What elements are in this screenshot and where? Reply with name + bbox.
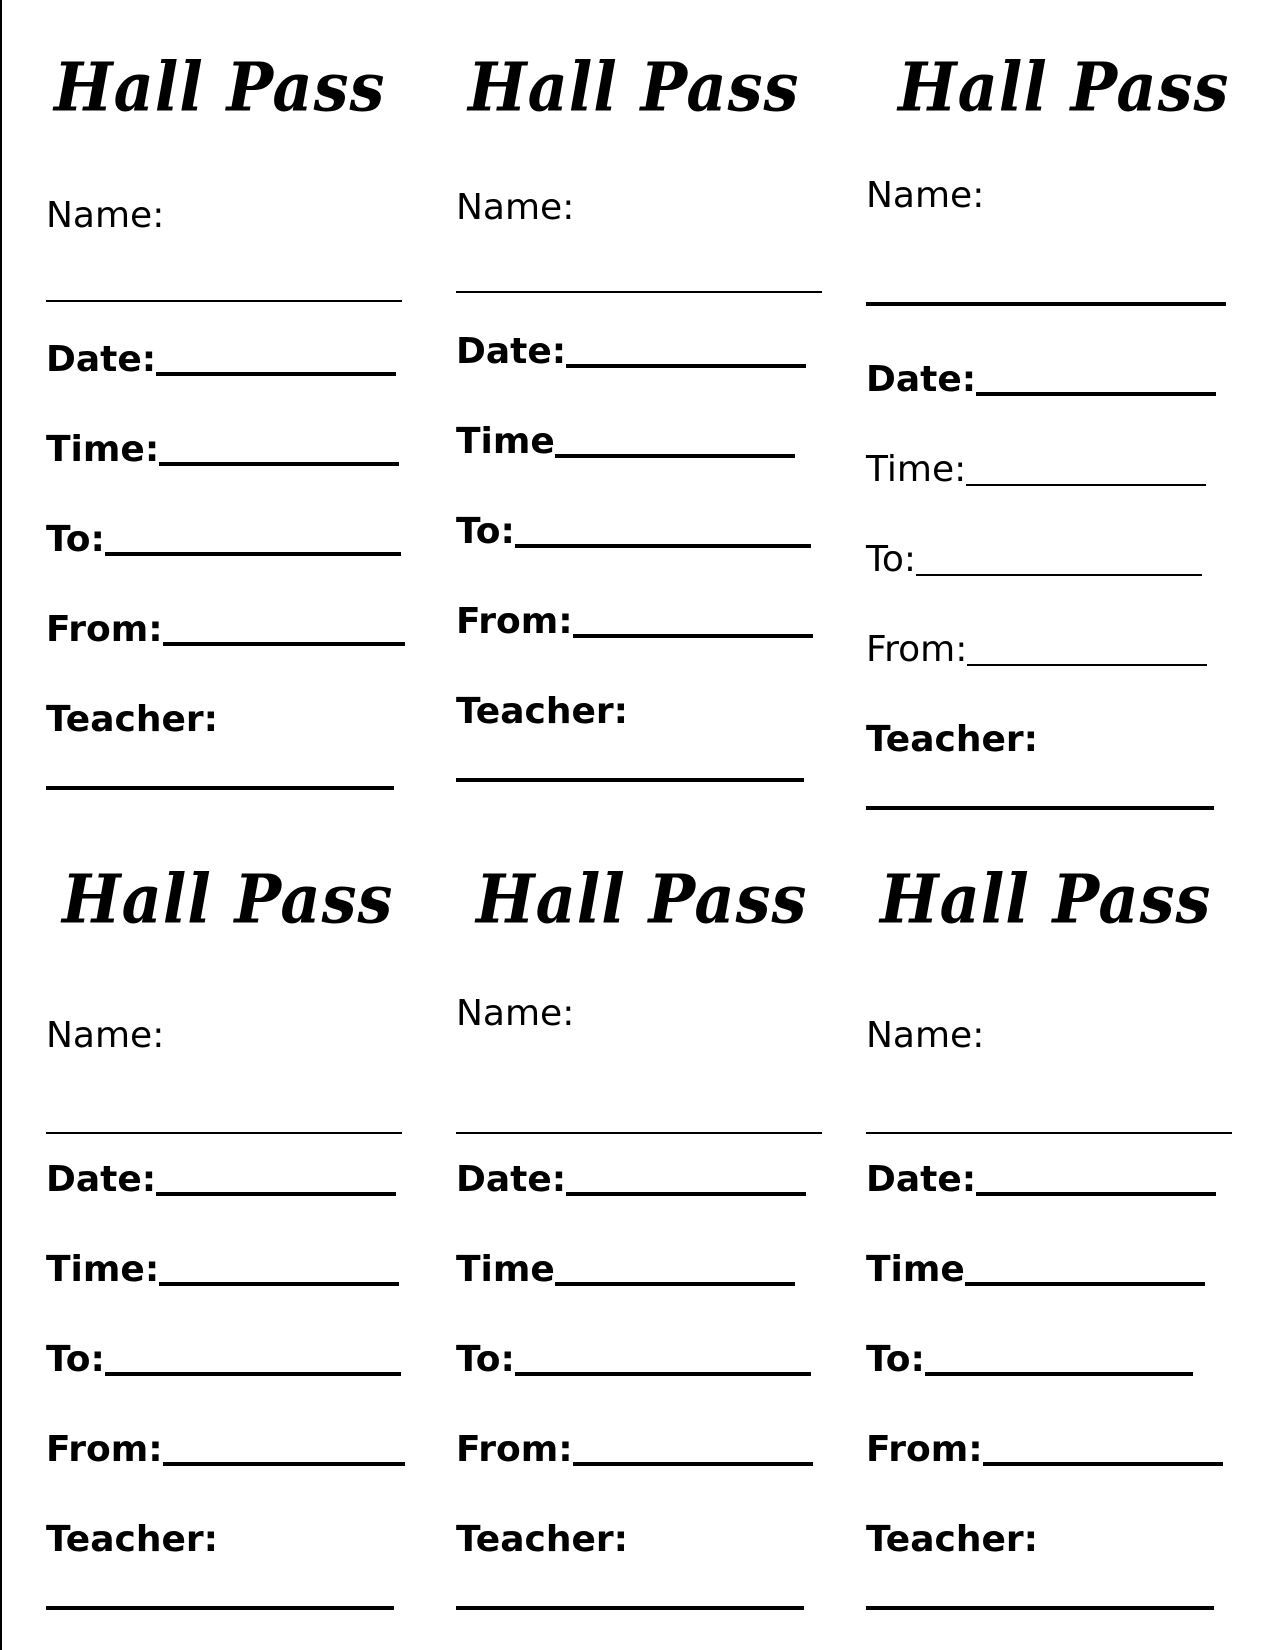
time-label: Time xyxy=(456,1249,555,1290)
time-field xyxy=(456,1250,795,1290)
to-line[interactable] xyxy=(105,1372,401,1376)
to-label: To: xyxy=(866,1339,925,1380)
date-field xyxy=(46,340,396,380)
from-field xyxy=(456,602,813,642)
from-line[interactable] xyxy=(573,1462,813,1466)
from-field xyxy=(456,1430,813,1470)
teacher-line[interactable] xyxy=(866,806,1214,810)
from-line[interactable] xyxy=(983,1462,1223,1466)
pass-title: Hall Pass xyxy=(476,860,808,939)
teacher-field xyxy=(46,700,218,740)
from-label: From: xyxy=(46,1429,163,1470)
to-label: To: xyxy=(456,511,515,552)
teacher-label: Teacher: xyxy=(866,719,1039,760)
name-field xyxy=(46,196,164,236)
from-field xyxy=(46,610,405,650)
date-line[interactable] xyxy=(156,1192,396,1196)
time-line[interactable] xyxy=(159,1282,399,1286)
date-field xyxy=(866,1160,1216,1200)
time-line[interactable] xyxy=(965,1282,1205,1286)
time-label: Time xyxy=(866,1249,965,1290)
hall-pass-card xyxy=(866,0,1246,790)
time-field xyxy=(866,450,1206,490)
from-label: From: xyxy=(46,609,163,650)
name-line[interactable] xyxy=(866,1132,1232,1134)
name-field xyxy=(456,994,574,1034)
to-label: To: xyxy=(46,1339,105,1380)
teacher-label: Teacher: xyxy=(46,1519,219,1560)
to-field xyxy=(46,1340,401,1380)
name-label: Name: xyxy=(456,187,575,228)
pass-title: Hall Pass xyxy=(468,48,800,127)
pass-title: Hall Pass xyxy=(62,860,394,939)
name-field xyxy=(866,1016,984,1056)
teacher-field xyxy=(456,1520,628,1560)
date-field xyxy=(866,360,1216,400)
from-line[interactable] xyxy=(163,1462,405,1466)
from-label: From: xyxy=(866,629,968,670)
time-line[interactable] xyxy=(555,454,795,458)
name-label: Name: xyxy=(866,175,985,216)
date-line[interactable] xyxy=(566,1192,806,1196)
date-label: Date: xyxy=(456,1159,567,1200)
teacher-field xyxy=(456,692,628,732)
time-field xyxy=(46,1250,399,1290)
time-line[interactable] xyxy=(966,484,1206,486)
teacher-label: Teacher: xyxy=(456,1519,629,1560)
teacher-field xyxy=(866,720,1038,760)
from-label: From: xyxy=(456,1429,573,1470)
to-label: To: xyxy=(866,539,917,580)
name-line[interactable] xyxy=(456,291,822,293)
time-field xyxy=(456,422,795,462)
to-label: To: xyxy=(46,519,105,560)
to-field xyxy=(456,1340,811,1380)
hall-pass-card xyxy=(456,0,836,790)
to-line[interactable] xyxy=(925,1372,1193,1376)
from-field xyxy=(866,1430,1223,1470)
date-label: Date: xyxy=(866,1159,977,1200)
from-line[interactable] xyxy=(163,642,405,646)
name-field xyxy=(456,188,574,228)
teacher-label: Teacher: xyxy=(46,699,219,740)
time-field xyxy=(866,1250,1205,1290)
time-line[interactable] xyxy=(555,1282,795,1286)
date-field xyxy=(46,1160,396,1200)
hall-pass-card xyxy=(46,820,426,1610)
name-line[interactable] xyxy=(456,1132,822,1134)
teacher-field xyxy=(866,1520,1038,1560)
name-label: Name: xyxy=(866,1015,985,1056)
time-label: Time: xyxy=(46,429,160,470)
name-field xyxy=(866,176,984,216)
name-label: Name: xyxy=(46,195,165,236)
from-line[interactable] xyxy=(573,634,813,638)
time-label: Time: xyxy=(46,1249,160,1290)
to-line[interactable] xyxy=(105,552,401,556)
teacher-label: Teacher: xyxy=(866,1519,1039,1560)
to-line[interactable] xyxy=(916,574,1202,576)
to-field xyxy=(866,540,1202,580)
teacher-line[interactable] xyxy=(456,778,804,782)
teacher-label: Teacher: xyxy=(456,691,629,732)
name-line[interactable] xyxy=(46,1132,402,1134)
name-line[interactable] xyxy=(46,300,402,302)
to-field xyxy=(46,520,401,560)
teacher-line[interactable] xyxy=(456,1606,804,1610)
date-line[interactable] xyxy=(976,392,1216,396)
from-label: From: xyxy=(866,1429,983,1470)
teacher-line[interactable] xyxy=(866,1606,1214,1610)
teacher-field xyxy=(46,1520,218,1560)
teacher-line[interactable] xyxy=(46,1606,394,1610)
date-line[interactable] xyxy=(976,1192,1216,1196)
to-line[interactable] xyxy=(515,544,811,548)
from-line[interactable] xyxy=(967,664,1207,666)
to-line[interactable] xyxy=(515,1372,811,1376)
pass-title: Hall Pass xyxy=(898,48,1230,127)
to-field xyxy=(456,512,811,552)
date-label: Date: xyxy=(866,359,977,400)
name-field xyxy=(46,1016,164,1056)
hall-pass-card xyxy=(46,0,426,790)
from-label: From: xyxy=(456,601,573,642)
date-line[interactable] xyxy=(156,372,396,376)
name-label: Name: xyxy=(46,1015,165,1056)
pass-title: Hall Pass xyxy=(880,860,1212,939)
from-field xyxy=(46,1430,405,1470)
date-line[interactable] xyxy=(566,364,806,368)
date-field xyxy=(456,332,806,372)
date-label: Date: xyxy=(46,339,157,380)
date-label: Date: xyxy=(456,331,567,372)
to-label: To: xyxy=(456,1339,515,1380)
name-label: Name: xyxy=(456,993,575,1034)
time-field xyxy=(46,430,399,470)
hall-pass-card xyxy=(866,820,1246,1610)
time-label: Time: xyxy=(866,449,967,490)
teacher-line[interactable] xyxy=(46,786,394,790)
from-field xyxy=(866,630,1207,670)
date-label: Date: xyxy=(46,1159,157,1200)
pass-title: Hall Pass xyxy=(54,48,386,127)
name-line[interactable] xyxy=(866,302,1226,306)
date-field xyxy=(456,1160,806,1200)
hall-pass-card xyxy=(456,820,836,1610)
time-line[interactable] xyxy=(159,462,399,466)
time-label: Time xyxy=(456,421,555,462)
to-field xyxy=(866,1340,1193,1380)
